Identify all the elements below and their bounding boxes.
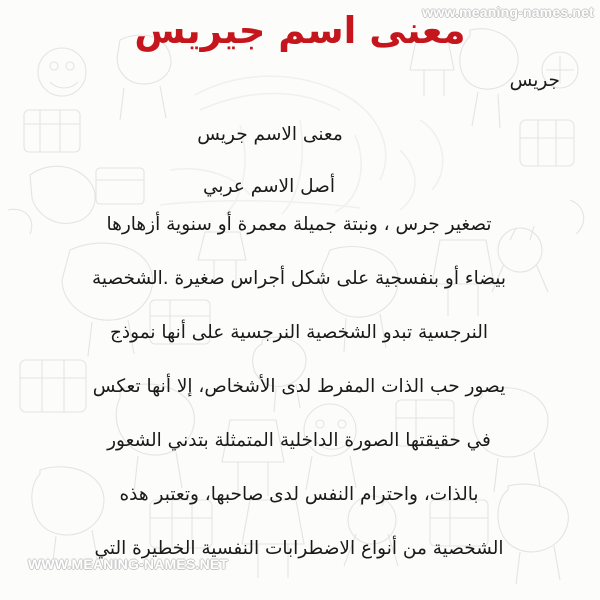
watermark-bottom-left: WWW.MEANING-NAMES.NET — [28, 556, 229, 572]
name-value: جريس — [509, 70, 560, 91]
page-title: معنى اسم جيريس — [134, 9, 466, 52]
name-meaning-content — [0, 62, 600, 576]
origin-label: أصل الاسم عربي — [203, 176, 335, 197]
body-line: في حقيقتها الصورة الداخلية المتمثلة بتدني الشعور — [107, 430, 491, 451]
body-line: النرجسية تبدو الشخصية النرجسية على أنها نموذج — [109, 322, 489, 343]
body-line: الشخصية من أنواع الاضطرابات النفسية الخطيرة التي — [94, 538, 504, 559]
body-line: بالذات، واحترام النفس لدى صاحبها، وتعتبر هذه — [119, 484, 479, 505]
body-line: يصور حب الذات المفرط لدى الأشخاص، إلا أنها تعكس — [92, 376, 506, 397]
body-line: تصغير جرس ، ونبتة جميلة معمرة أو سنوية أزهارها — [106, 214, 492, 235]
body-line: بيضاء أو بنفسجية على شكل أجراس صغيرة .الشخصية — [92, 268, 506, 289]
watermark-top-right: www.meaning-names.net — [422, 4, 594, 20]
meaning-label: معنى الاسم جريس — [197, 124, 343, 145]
